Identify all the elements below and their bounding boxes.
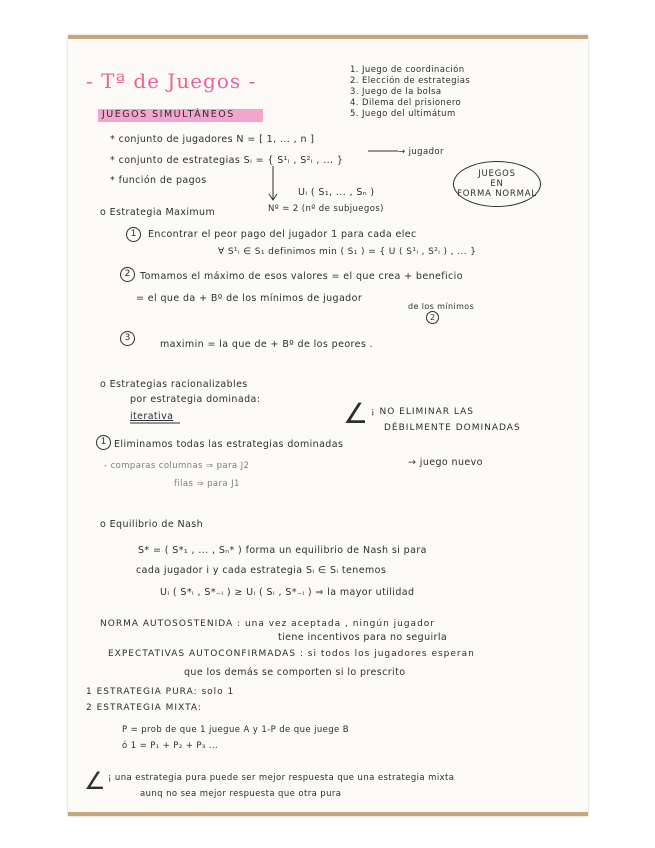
bubble-text: JUEGOS	[478, 169, 516, 179]
step-number: 2	[426, 311, 439, 324]
maximin-step2-note: de los mínimos	[408, 302, 475, 311]
dominated-iterative: iterativa	[130, 411, 174, 422]
maximin-step2: Tomamos el máximo de esos valores = el que crea + beneficio	[140, 271, 463, 282]
nash-heading: o Equilibrio de Nash	[100, 519, 204, 530]
maximin-step1: Encontrar el peor pago del jugador 1 para cada elec	[148, 229, 417, 240]
topic-item: 1. Juego de coordinación	[350, 65, 465, 75]
new-game-arrow: → juego nuevo	[408, 457, 483, 468]
section-heading: JUEGOS SIMULTÁNEOS	[102, 109, 235, 120]
step-number: 1	[96, 435, 111, 450]
pure-strategy: 1 ESTRATEGIA PURA: solo 1	[86, 687, 235, 697]
probability-sum: ó 1 = P₁ + P₂ + P₃ ...	[122, 741, 219, 751]
rationalizable-heading: o Estrategias racionalizables	[100, 379, 248, 390]
final-note: ¡ una estrategia pura puede ser mejor respuesta que una estrategia mixta	[108, 773, 455, 783]
notebook-page	[68, 35, 588, 816]
topic-item: 4. Dilema del prisionero	[350, 98, 462, 108]
compare-columns: - comparas columnas ⇒ para J2	[104, 461, 250, 471]
topic-item: 5. Juego del ultimátum	[350, 109, 456, 119]
warning-icon: ∠	[84, 767, 106, 795]
payoff-expression: Uᵢ ( S₁, ... , Sₙ )	[298, 187, 375, 198]
eliminate-step: Eliminamos todas las estrategias dominadas	[114, 439, 344, 450]
maximin-definition: maximin = la que de + Bº de los peores .	[160, 339, 374, 350]
pen-strokes	[68, 39, 588, 812]
self-sustaining-norm-2: tiene incentivos para no seguirla	[278, 632, 448, 643]
step-number: 2	[120, 267, 135, 282]
warning-text: DÉBILMENTE DOMINADAS	[384, 423, 521, 433]
dominated-sub: por estrategia dominada:	[130, 394, 261, 405]
probability-line: P = prob de que 1 juegue A y 1-P de que juege B	[122, 725, 350, 735]
self-confirming-expectations-2: que los demás se comporten si lo prescrito	[184, 667, 406, 678]
maximin-step1-detail: ∀ S¹ᵢ ∈ S₁ definimos min ( S₁ ) = { U ( S¹ᵢ , S²ᵢ ) , ... }	[218, 247, 477, 257]
player-arrow-note: → jugador	[398, 147, 444, 157]
topic-item: 3. Juego de la bolsa	[350, 87, 442, 97]
nash-definition-1: S* = ( S*₁ , ... , Sₙ* ) forma un equilibrio de Nash si para	[138, 545, 427, 556]
nash-inequality: Uᵢ ( S*ᵢ , S*₋ᵢ ) ≥ Uᵢ ( Sᵢ , S*₋ᵢ ) ⇒ la mayor utilidad	[160, 587, 415, 598]
warning-icon: ∠	[343, 397, 369, 430]
maximin-heading: o Estrategia Maximum	[100, 207, 216, 218]
players-set-line: * conjunto de jugadores N = [ 1, ... , n ]	[110, 134, 315, 145]
strategy-set-line: * conjunto de estrategias Sᵢ = { S¹ᵢ , S²ᵢ , ... }	[110, 155, 344, 166]
mixed-strategy: 2 ESTRATEGIA MIXTA:	[86, 703, 202, 713]
subgames-note: Nº = 2 (nº de subjuegos)	[268, 204, 384, 214]
nash-definition-2: cada jugador i y cada estrategia Sᵢ ∈ Sᵢ tenemos	[136, 565, 387, 576]
topic-item: 2. Elección de estrategias	[350, 76, 471, 86]
maximin-step2-detail: = el que da + Bº de los mínimos de jugador	[136, 293, 363, 304]
self-sustaining-norm: NORMA AUTOSOSTENIDA : una vez aceptada , ningún jugador	[100, 619, 435, 629]
warning-text: ¡ NO ELIMINAR LAS	[371, 407, 475, 417]
final-note-2: aunq no sea mejor respuesta que otra pura	[140, 789, 342, 799]
bubble-text: EN	[490, 179, 504, 189]
page-title: - Tª de Juegos -	[86, 69, 257, 93]
compare-rows: filas ⇒ para J1	[174, 479, 240, 489]
payoff-function-line: * función de pagos	[110, 175, 207, 186]
bubble-text: FORMA NORMAL	[457, 189, 537, 199]
step-number: 3	[120, 331, 135, 346]
self-confirming-expectations: EXPECTATIVAS AUTOCONFIRMADAS : si todos los jugadores esperan	[108, 649, 475, 659]
step-number: 1	[126, 227, 141, 242]
